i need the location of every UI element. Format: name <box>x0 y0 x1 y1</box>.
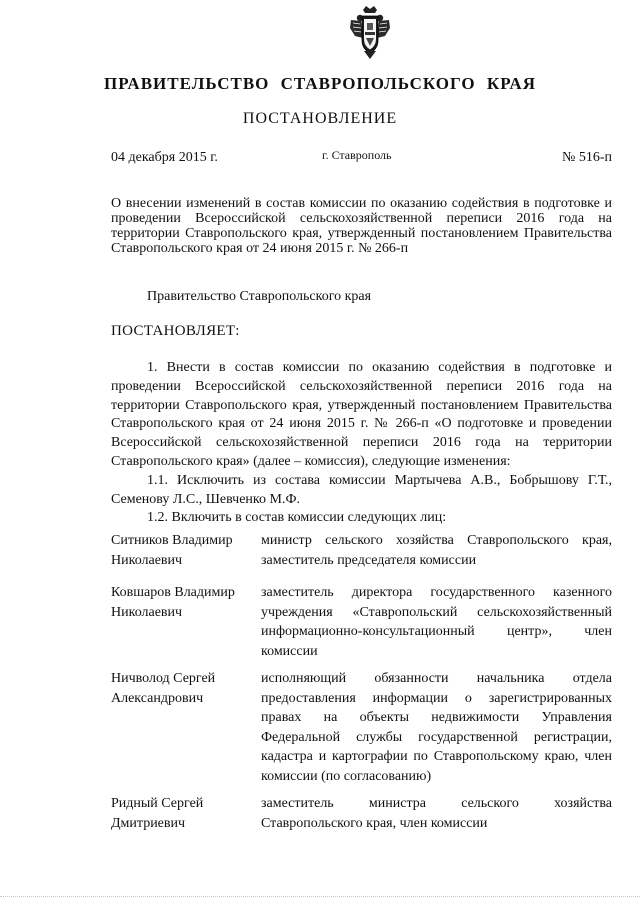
issuer-line: Правительство Ставропольского края <box>147 289 372 304</box>
document-city: г. Ставрополь <box>322 148 392 162</box>
member-role: заместитель министра сельского хозяйства Ставропольского края, член комиссии <box>261 796 612 831</box>
paragraph-1-1: 1.1. Исключить из состава комиссии Мартычева А.В., Бобрышову Г.Т., Семенову Л.С., Шевченко М.Ф. <box>111 472 612 507</box>
member-entry <box>111 669 612 787</box>
resolve-heading: ПОСТАНОВЛЯЕТ: <box>111 323 240 339</box>
document-number: № 516-п <box>561 150 612 165</box>
member-name: Ситников Владимир Николаевич <box>111 533 233 568</box>
member-role: министр сельского хозяйства Ставропольского края, заместитель председателя комиссии <box>261 533 612 568</box>
paragraph-1: 1. Внести в состав комиссии по оказанию содействия в подготовке и проведении Всероссийской сельскохозяйственной переписи 2016 года на территории Ставропольского края, утвержденный постановлением Правительства Ставропольского края от 24 июня 2015 г. № 266-п «О подготовке и проведении Всероссийской сельскохозяйственной переписи 2016 года на территории Ставропольского края» (далее – комиссия), следующие изменения: <box>111 360 612 469</box>
document-type: ПОСТАНОВЛЕНИЕ <box>242 110 398 127</box>
member-entry <box>111 531 612 571</box>
member-entry <box>111 583 612 661</box>
government-title: ПРАВИТЕЛЬСТВО СТАВРОПОЛЬСКОГО КРАЯ <box>104 74 536 93</box>
document-subject: О внесении изменений в состав комиссии по оказанию содействия в подготовке и проведении Всероссийской сельскохозяйственной переписи 2016 года на территории Ставропольского края, утвержденный постановлением Правительства Ставропольского края от 24 июня 2015 г. № 266-п <box>111 196 612 256</box>
document-date: 04 декабря 2015 г. <box>111 150 218 165</box>
member-role: исполняющий обязанности начальника отдела предоставления информации о зарегистрированных правах на объекты недвижимости Управления Федеральной службы государственной регистрации, кадастра и картографии по Ставропольскому краю, член комиссии (по согласованию) <box>261 671 612 784</box>
paragraph-1-2: 1.2. Включить в состав комиссии следующих лиц: <box>147 510 447 526</box>
member-name: Ничволод Сергей Александрович <box>111 671 216 706</box>
member-role: заместитель директора государственного казенного учреждения «Ставропольский сельскохозяйственный информационно-консультационный центр», член комиссии <box>261 585 612 659</box>
member-name: Ковшаров Владимир Николаевич <box>111 585 235 620</box>
member-name: Ридный Сергей Дмитриевич <box>111 796 204 831</box>
coat-of-arms-icon <box>347 4 393 60</box>
page-bottom-divider <box>0 896 640 898</box>
member-entry <box>111 794 612 834</box>
resolution-body <box>111 359 612 528</box>
